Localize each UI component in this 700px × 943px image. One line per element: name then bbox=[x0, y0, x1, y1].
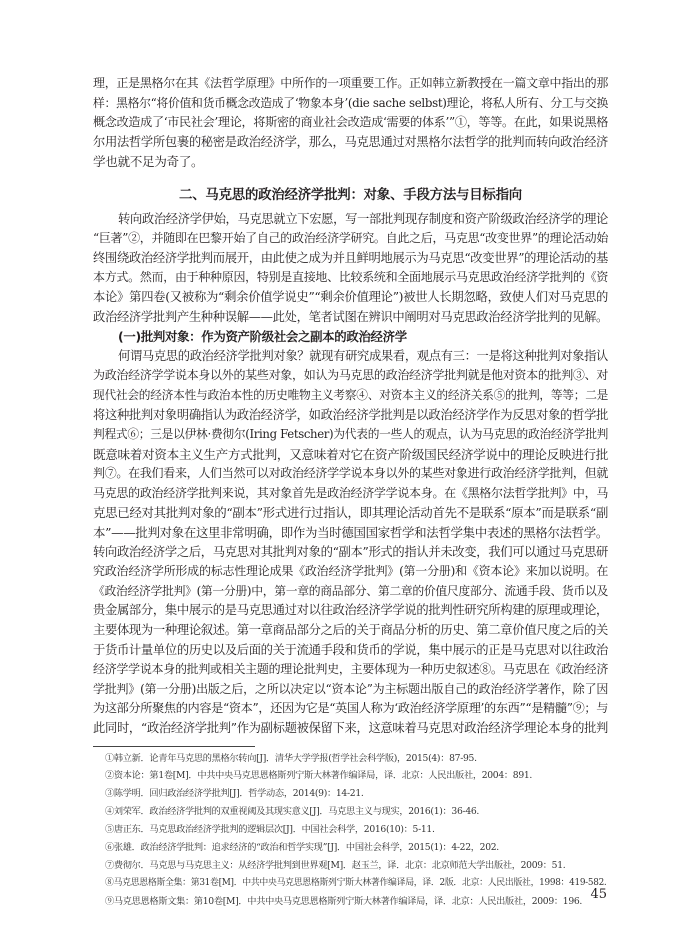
text-line: 克思已经对其批判对象的“副本”形式进行过指认，即其理论活动首先不是联系“原本”而是联系“副 bbox=[93, 505, 608, 521]
footnote: ⑤唐正东．马克思政治经济学批判的逻辑层次[J]．中国社会科学，2016(10)：5-11. bbox=[105, 824, 435, 836]
footnote: ①韩立新．论青年马克思的黑格尔转向[J]．清华大学学报(哲学社会科学版)，2015(4)：87-95. bbox=[105, 752, 477, 764]
text-line: 此同时，“政治经济学批判”作为副标题被保留下来，这意味着马克思对政治经济学理论本身的批判 bbox=[93, 721, 608, 735]
text-line: 为政治经济学学说本身以外的某些对象，如认为马克思的政治经济学批判就是他对资本的批判③、对 bbox=[93, 368, 608, 383]
paragraph-1 bbox=[93, 74, 608, 172]
text-line: 判程式⑥；三是以伊林·费彻尔(Iring Fetscher)为代表的一些人的观点，认为马克思的政治经济学批判 bbox=[93, 427, 608, 442]
text-line: 既意味着对资本主义生产方式批判，又意味着对它在资产阶级国民经济学说中的理论反映进行批 bbox=[93, 446, 608, 462]
footnote: ②资本论：第1卷[M]．中共中央马克思恩格斯列宁斯大林著作编译局，译．北京：人民出版社，2004：891. bbox=[105, 770, 533, 782]
text-line: 现代社会的经济本性与政治本性的历史唯物主义考察④、对资本主义的经济关系⑤的批判，等等；二是 bbox=[93, 387, 608, 402]
text-line: 本方式。然而，由于种种原因，特别是直接地、比较系统和全面地展示马克思政治经济学批判的《资 bbox=[93, 270, 608, 285]
text-line: 本论》第四卷(又被称为“剩余价值学说史”“剩余价值理论”)被世人长期忽略，致使人们对马克思的 bbox=[93, 289, 608, 304]
footnote-divider bbox=[93, 746, 255, 747]
footnote: ③陈学明．回归政治经济学批判[J]．哲学动态，2014(9)：14-21. bbox=[105, 788, 364, 800]
text-line: 《政治经济学批判》(第一分册)中，第一章的商品部分、第二章的价值尺度部分、流通手段、货币以及 bbox=[93, 583, 608, 598]
text-line: 政治经济学批判产生种种误解——此处，笔者试图在辨识中阐明对马克思政治经济学批判的见解。 bbox=[93, 309, 608, 324]
text-line: 本”——批判对象在这里非常明确，即作为当时德国国家哲学和法哲学集中表述的黑格尔法哲学。 bbox=[93, 525, 608, 541]
text-line: 何谓马克思的政治经济学批判对象？就现有研究成果看，观点有三：一是将这种批判对象指认 bbox=[118, 348, 608, 363]
text-line: 转向政治经济学之后，马克思对其批判对象的“副本”形式的指认并未改变，我们可以通过马克思研 bbox=[93, 544, 608, 559]
paragraph-3 bbox=[93, 347, 608, 739]
subsection-heading: (一)批判对象：作为资产阶级社会之副本的政治经济学 bbox=[118, 329, 407, 345]
text-line: 主要体现为一种理论叙述。第一章商品部分之后的关于商品分析的历史、第二章价值尺度之后的关 bbox=[93, 623, 608, 638]
footnote: ⑧马克思恩格斯全集：第31卷[M]．中共中央马克思恩格斯列宁斯大林著作编译局，译．2版．北京：人民出版社，1998：419-582. bbox=[105, 877, 607, 888]
page-content bbox=[93, 74, 608, 911]
text-line: 转向政治经济学伊始，马克思就立下宏愿，写一部批判现存制度和资产阶级政治经济学的理论 bbox=[118, 211, 608, 226]
page-number: 45 bbox=[590, 887, 607, 902]
text-line: 为这部分所聚焦的内容是“资本”，还因为它是“英国人称为‘政治经济学原理’的东西”“是精髓”⑨；与 bbox=[93, 701, 608, 716]
paragraph-2 bbox=[93, 210, 608, 328]
text-line: 尔用法哲学所包裹的秘密是政治经济学，那么，马克思通过对黑格尔法哲学的批判而转向政治经济 bbox=[93, 134, 608, 149]
footnote: ⑥张雄．政治经济学批判：追求经济的“政治和哲学实现”[J]．中国社会科学，2015(1)：4-22，202. bbox=[105, 842, 499, 854]
footnote: ⑨马克思恩格斯文集：第10卷[M]．中共中央马克思恩格斯列宁斯大林著作编译局，译．北京：人民出版社，2009：196. bbox=[105, 895, 583, 907]
text-line: 学批判》(第一分册)出版之后，之所以决定以“资本论”为主标题出版自己的政治经济学著作，除了因 bbox=[93, 681, 608, 696]
text-line: 马克思的政治经济学批判来说，其对象首先是政治经济学学说本身。在《黑格尔法哲学批判》中，马 bbox=[93, 485, 608, 500]
text-line: 学也就不足为奇了。 bbox=[93, 154, 204, 170]
text-line: 于货币计量单位的历史以及后面的关于流通手段和货币的学说，集中展示的正是马克思对以往政治 bbox=[93, 642, 608, 657]
text-line: 终围绕政治经济学批判而展开，由此使之成为并且鲜明地展示为马克思“改变世界”的理论活动的基 bbox=[93, 250, 608, 265]
text-line: 判⑦。在我们看来，人们当然可以对政治经济学学说本身以外的某些对象进行政治经济学批判，但就 bbox=[93, 466, 608, 481]
text-line: 将这种批判对象明确指认为政治经济学，如政治经济学批判是以政治经济学作为反思对象的哲学批 bbox=[93, 407, 608, 422]
text-line: “巨著”②，并随即在巴黎开始了自己的政治经济学研究。自此之后，马克思“改变世界”的理论活动始 bbox=[93, 231, 608, 246]
text-line: 经济学学说本身的批判或相关主题的理论批判史，主要体现为一种历史叙述⑧。马克思在《政治经济 bbox=[93, 662, 608, 677]
footnote: ④刘荣军．政治经济学批判的双重视阈及其现实意义[J]．马克思主义与现实，2016(1)：36-46. bbox=[105, 806, 480, 818]
text-line: 贵金属部分，集中展示的是马克思通过对以往政治经济学学说的批判性研究所构建的原理或理论， bbox=[93, 603, 608, 618]
text-line: 究政治经济学所形成的标志性理论成果《政治经济学批判》(第一分册)和《资本论》来加以说明。在 bbox=[93, 564, 608, 579]
section-heading: 二、马克思的政治经济学批判：对象、手段方法与目标指向 bbox=[179, 187, 522, 203]
footnote: ⑦费彻尔．马克思与马克思主义：从经济学批判到世界观[M]．赵玉兰，译．北京：北京师范大学出版社，2009：51. bbox=[105, 859, 566, 871]
footnotes bbox=[93, 750, 608, 911]
text-line: 理，正是黑格尔在其《法哲学原理》中所作的一项重要工作。正如韩立新教授在一篇文章中指出的那 bbox=[93, 76, 608, 90]
text-line: 概念改造成了‘市民社会’理论，将斯密的商业社会改造成‘需要的体系’”①，等等。在此，如果说黑格 bbox=[93, 115, 608, 130]
text-line: 样：黑格尔“将价值和货币概念改造成了‘物象本身’(die sache selbst)理论，将私人所有、分工与交换 bbox=[93, 95, 608, 110]
